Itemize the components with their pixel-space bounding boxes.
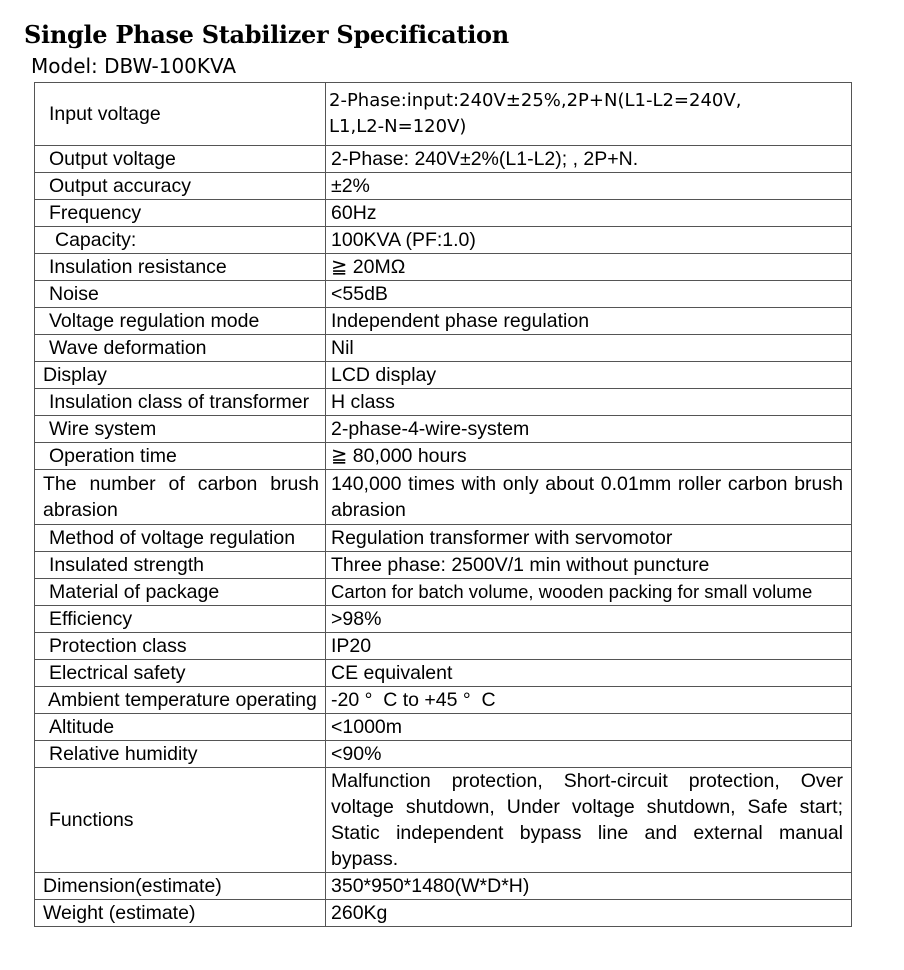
spec-row-weight xyxy=(35,900,852,927)
spec-row-insulation-resistance xyxy=(35,254,852,281)
spec-value: IP20 xyxy=(326,633,852,660)
spec-value: 100KVA (PF:1.0) xyxy=(326,227,852,254)
spec-label: Noise xyxy=(35,281,326,308)
spec-label: The number of carbon brush abrasion xyxy=(35,470,326,525)
spec-label: Electrical safety xyxy=(35,660,326,687)
spec-label: Protection class xyxy=(35,633,326,660)
spec-label: Output accuracy xyxy=(35,173,326,200)
spec-label: Insulated strength xyxy=(35,552,326,579)
spec-label: Material of package xyxy=(35,579,326,606)
spec-label: Efficiency xyxy=(35,606,326,633)
spec-value: H class xyxy=(326,389,852,416)
spec-value: 2-phase-4-wire-system xyxy=(326,416,852,443)
spec-label: Method of voltage regulation xyxy=(35,525,326,552)
spec-row-operation-time xyxy=(35,443,852,470)
spec-row-wire-system xyxy=(35,416,852,443)
spec-label: Output voltage xyxy=(35,146,326,173)
spec-label: Relative humidity xyxy=(35,741,326,768)
spec-label: Insulation resistance xyxy=(35,254,326,281)
spec-value: Independent phase regulation xyxy=(326,308,852,335)
spec-value: ≧ 80,000 hours xyxy=(326,443,852,470)
spec-label: Weight (estimate) xyxy=(35,900,326,927)
spec-label: Functions xyxy=(35,768,326,873)
spec-row-insulation-class xyxy=(35,389,852,416)
spec-row-insulated-strength xyxy=(35,552,852,579)
spec-label: Input voltage xyxy=(35,83,326,146)
spec-row-display xyxy=(35,362,852,389)
spec-row-input-voltage xyxy=(35,83,852,146)
spec-value: <55dB xyxy=(326,281,852,308)
spec-value: LCD display xyxy=(326,362,852,389)
spec-row-altitude xyxy=(35,714,852,741)
spec-row-frequency xyxy=(35,200,852,227)
spec-row-functions xyxy=(35,768,852,873)
spec-value: Malfunction protection, Short-circuit protection, Over voltage shutdown, Under voltage shutdown, Safe start; Static independent bypass line and external manual bypass. xyxy=(326,768,852,873)
specification-table xyxy=(34,82,852,927)
spec-value: >98% xyxy=(326,606,852,633)
spec-label: Display xyxy=(35,362,326,389)
spec-row-voltage-regulation-mode xyxy=(35,308,852,335)
spec-row-wave-deformation xyxy=(35,335,852,362)
spec-value: CE equivalent xyxy=(326,660,852,687)
spec-value: ±2% xyxy=(326,173,852,200)
spec-value-line: 2-Phase:input:240V±25%,2P+N(L1-L2=240V, xyxy=(329,90,742,111)
spec-label: Ambient temperature operating xyxy=(35,687,326,714)
spec-value: Nil xyxy=(326,335,852,362)
spec-label: Capacity: xyxy=(35,227,326,254)
spec-value: 140,000 times with only about 0.01mm roller carbon brush abrasion xyxy=(326,470,852,525)
spec-label: Operation time xyxy=(35,443,326,470)
spec-value: -20 ° C to +45 ° C xyxy=(326,687,852,714)
spec-row-relative-humidity xyxy=(35,741,852,768)
spec-row-protection-class xyxy=(35,633,852,660)
spec-value: ≧ 20MΩ xyxy=(326,254,852,281)
spec-row-ambient-temperature xyxy=(35,687,852,714)
spec-row-material-package xyxy=(35,579,852,606)
spec-label: Wire system xyxy=(35,416,326,443)
spec-row-carbon-brush xyxy=(35,470,852,525)
spec-value: Carton for batch volume, wooden packing for small volume xyxy=(326,579,852,606)
model-number: Model: DBW-100KVA xyxy=(31,54,237,78)
spec-row-dimension xyxy=(35,873,852,900)
spec-value: <1000m xyxy=(326,714,852,741)
spec-value-line: L1,L2-N=120V) xyxy=(329,116,467,137)
spec-row-output-voltage xyxy=(35,146,852,173)
spec-row-efficiency xyxy=(35,606,852,633)
spec-label: Voltage regulation mode xyxy=(35,308,326,335)
spec-label: Frequency xyxy=(35,200,326,227)
spec-row-electrical-safety xyxy=(35,660,852,687)
spec-label: Wave deformation xyxy=(35,335,326,362)
spec-label: Insulation class of transformer xyxy=(35,389,326,416)
spec-value: 350*950*1480(W*D*H) xyxy=(326,873,852,900)
spec-label: Altitude xyxy=(35,714,326,741)
spec-row-output-accuracy xyxy=(35,173,852,200)
spec-value: <90% xyxy=(326,741,852,768)
spec-value: Regulation transformer with servomotor xyxy=(326,525,852,552)
spec-row-method-voltage-regulation xyxy=(35,525,852,552)
spec-label: Dimension(estimate) xyxy=(35,873,326,900)
spec-row-capacity xyxy=(35,227,852,254)
spec-value xyxy=(326,83,852,146)
spec-row-noise xyxy=(35,281,852,308)
spec-value: Three phase: 2500V/1 min without puncture xyxy=(326,552,852,579)
document-title: Single Phase Stabilizer Specification xyxy=(24,20,509,49)
spec-value: 2-Phase: 240V±2%(L1-L2); , 2P+N. xyxy=(326,146,852,173)
spec-value: 60Hz xyxy=(326,200,852,227)
spec-value: 260Kg xyxy=(326,900,852,927)
